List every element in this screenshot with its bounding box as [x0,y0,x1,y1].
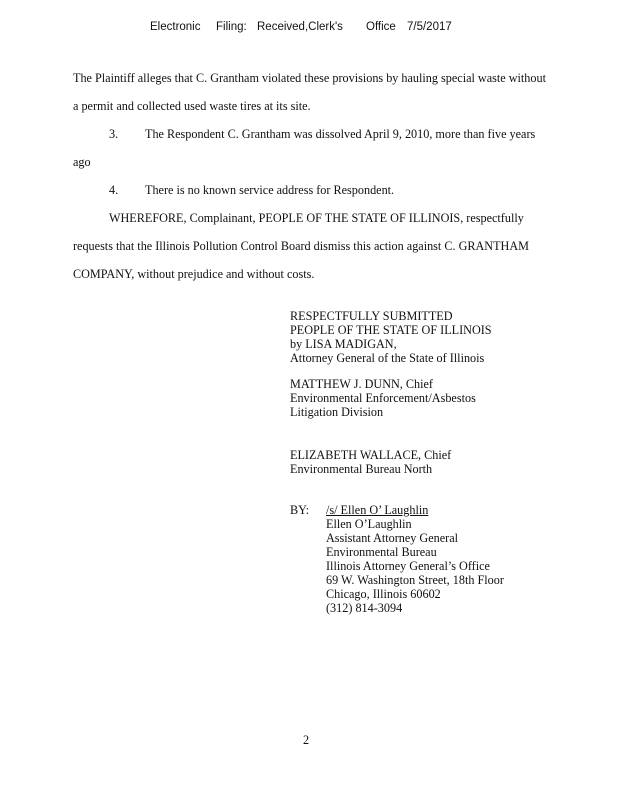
wherefore-line: WHEREFORE, Complainant, PEOPLE OF THE STATE OF ILLINOIS, respectfully [109,211,524,225]
by-label: BY: [290,503,310,517]
sig-line: Chicago, Illinois 60602 [326,587,441,601]
stamp-office: Office [366,21,396,33]
page-number: 2 [303,733,310,747]
sig-line: (312) 814-3094 [326,601,403,615]
sig-line: MATTHEW J. DUNN, Chief [290,377,433,391]
requests-line: requests that the Illinois Pollution Control Board dismiss this action against C. GRANTHAM [73,239,529,253]
sig-line: ELIZABETH WALLACE, Chief [290,448,452,462]
sig-line: Assistant Attorney General [326,531,459,545]
stamp-filing: Filing: [216,21,247,33]
sig-line: Illinois Attorney General’s Office [326,559,490,573]
sig-line: Environmental Enforcement/Asbestos [290,391,476,405]
sig-line: by LISA MADIGAN, [290,337,397,351]
sig-line: Ellen O’Laughlin [326,517,412,531]
item-4-number: 4. [109,183,119,197]
stamp-received: Received,Clerk's [257,21,343,33]
attorney-block [326,503,504,615]
submitted-by-block [290,309,492,365]
sig-line: 69 W. Washington Street, 18th Floor [326,573,504,587]
sig-line: Litigation Division [290,405,384,419]
item-3-text: The Respondent C. Grantham was dissolved April 9, 2010, more than five years [145,127,536,141]
wallace-block [290,448,451,476]
stamp-electronic: Electronic [150,21,201,33]
paragraph-line-2: a permit and collected used waste tires at its site. [73,99,311,113]
dunn-block [290,377,476,419]
sig-line: Attorney General of the State of Illinois [290,351,485,365]
stamp-date: 7/5/2017 [407,21,452,33]
electronic-signature: /s/ Ellen O’ Laughlin [326,503,429,517]
sig-line: RESPECTFULLY SUBMITTED [290,309,453,323]
company-line: COMPANY, without prejudice and without costs. [73,267,315,281]
sig-line: Environmental Bureau [326,545,437,559]
item-4-text: There is no known service address for Respondent. [145,183,395,197]
sig-line: PEOPLE OF THE STATE OF ILLINOIS [290,323,492,337]
item-3-continuation: ago [73,155,91,169]
sig-line: Environmental Bureau North [290,462,433,476]
item-3-number: 3. [109,127,119,141]
paragraph-line-1: The Plaintiff alleges that C. Grantham violated these provisions by hauling special waste without [73,71,546,85]
